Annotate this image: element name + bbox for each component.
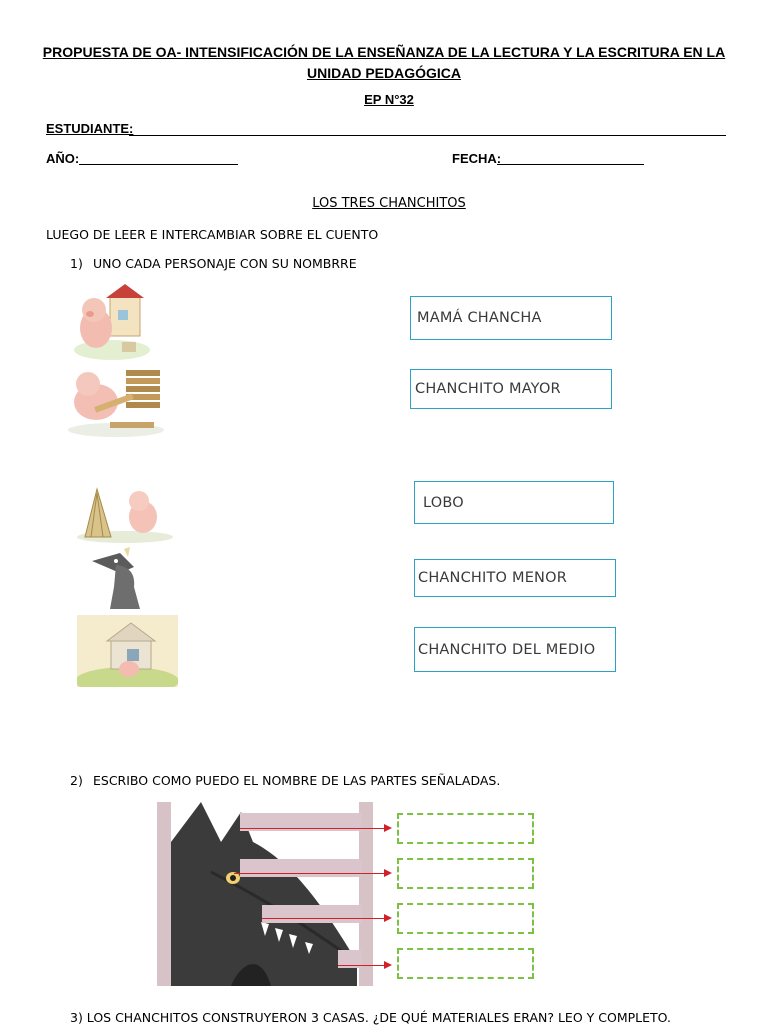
arrow-line-1 xyxy=(240,828,386,829)
intro-text: LUEGO DE LEER E INTERCAMBIAR SOBRE EL CUENTO xyxy=(46,227,379,242)
activity1-number: 1) xyxy=(70,256,83,271)
arrow-head-3 xyxy=(384,914,392,922)
activity2-instruction: ESCRIBO COMO PUEDO EL NOMBRE DE LAS PARTES SEÑALADAS. xyxy=(93,773,501,788)
answer-box-4[interactable] xyxy=(397,948,534,979)
middle-pig-picture xyxy=(77,615,178,687)
year-label: AÑO: xyxy=(46,151,80,166)
name-box-younger-pig[interactable]: CHANCHITO MENOR xyxy=(414,559,616,597)
answer-box-3[interactable] xyxy=(397,903,534,934)
arrow-line-4 xyxy=(338,965,386,966)
year-line[interactable] xyxy=(79,164,238,165)
date-line[interactable] xyxy=(497,164,644,165)
mother-pig-picture xyxy=(72,284,154,362)
activity2-number: 2) xyxy=(70,773,83,788)
younger-pig-picture xyxy=(75,483,175,543)
arrow-line-3 xyxy=(262,918,386,919)
wolf-picture xyxy=(90,547,150,609)
arrow-head-2 xyxy=(384,869,392,877)
answer-box-1[interactable] xyxy=(397,813,534,844)
activity1-instruction: UNO CADA PERSONAJE CON SU NOMBRRE xyxy=(93,256,357,271)
name-box-mother-pig[interactable]: MAMÁ CHANCHA xyxy=(410,296,612,340)
answer-box-2[interactable] xyxy=(397,858,534,889)
student-name-line[interactable] xyxy=(129,135,726,136)
name-box-middle-pig[interactable]: CHANCHITO DEL MEDIO xyxy=(414,627,616,672)
student-label: ESTUDIANTE: xyxy=(46,121,134,136)
arrow-line-2 xyxy=(234,873,386,874)
school-name: EP N°32 xyxy=(364,92,414,107)
arrow-head-1 xyxy=(384,824,392,832)
older-pig-picture xyxy=(64,362,168,438)
date-label: FECHA: xyxy=(452,151,502,166)
worksheet-title: PROPUESTA DE OA- INTENSIFICACIÓN DE LA ENSEÑANZA DE LA LECTURA Y LA ESCRITURA EN LA UNIDAD PEDAGÓGICA xyxy=(42,44,726,81)
name-box-wolf[interactable]: LOBO xyxy=(414,481,614,524)
arrow-head-4 xyxy=(384,961,392,969)
activity3-instruction: 3) LOS CHANCHITOS CONSTRUYERON 3 CASAS. ¿DE QUÉ MATERIALES ERAN? LEO Y COMPLETO. xyxy=(70,1010,671,1025)
name-box-older-pig[interactable]: CHANCHITO MAYOR xyxy=(410,369,612,409)
story-title: LOS TRES CHANCHITOS xyxy=(312,196,466,211)
